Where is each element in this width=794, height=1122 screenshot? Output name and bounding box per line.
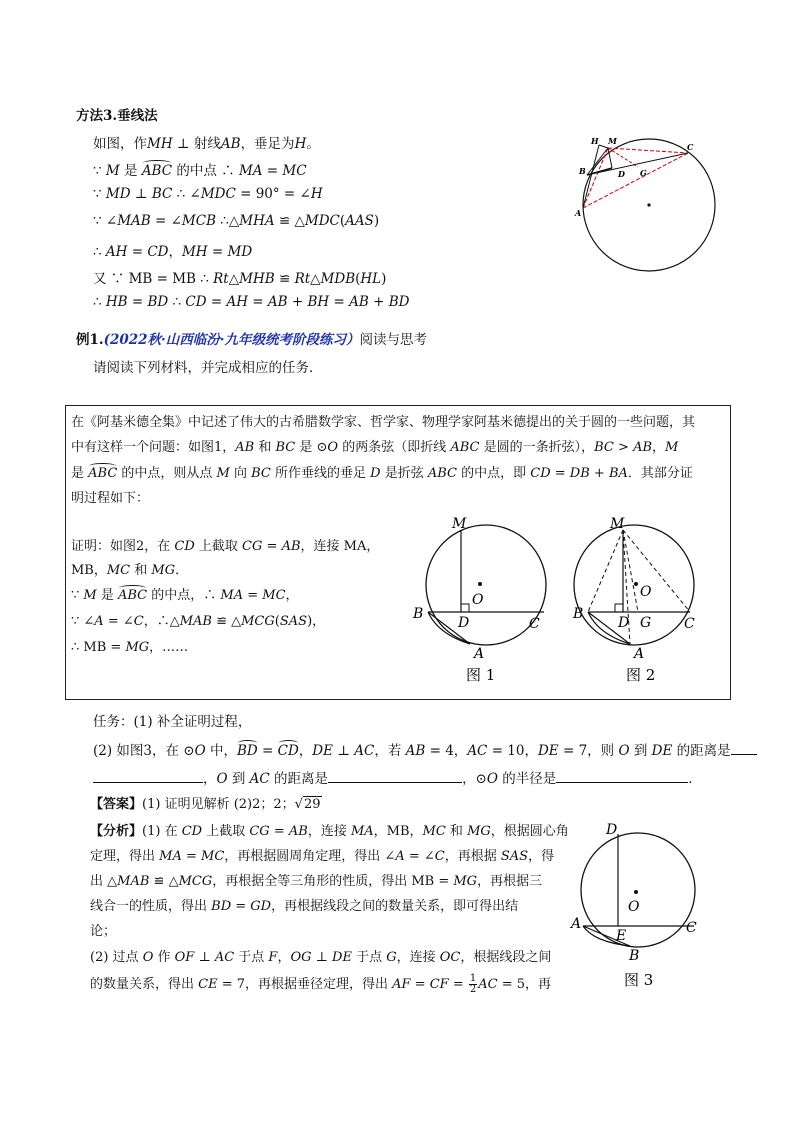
fig3-label-e: E: [616, 928, 627, 944]
fig1-label-a: A: [474, 646, 485, 662]
method-line: ∵ ∠MAB = ∠MCB ∴△MHA ≌ △MDC(AAS): [93, 213, 380, 229]
task-2-line2: ，O 到 AC 的距离是 ，⊙O 的半径是 ．: [93, 767, 702, 787]
analysis-line2: 定理，得出 MA = MC，再根据圆周角定理，得出 ∠A = ∠C，再根据 SAS，得: [90, 849, 555, 864]
label-m: M: [608, 136, 617, 146]
figure-1: [408, 512, 558, 692]
label-a: A: [575, 208, 582, 218]
method-line: ∴ AH = CD，MH = MD: [93, 244, 253, 260]
example-after-source: 阅读与思考: [359, 332, 427, 348]
task-2-line1: (2) 如图3，在 ⊙O 中，BD = CD，DE ⊥ AC，若 AB = 4，AC = 10，DE = 7，则 O 到 DE 的距离是: [93, 739, 757, 759]
proof-line3: ∵ M 是 ABC 的中点，∴ MA = MC，: [71, 588, 299, 603]
center-dot: [647, 203, 650, 206]
method-title: 方法3.垂线法: [76, 108, 158, 124]
fig2-label-a: A: [634, 646, 645, 662]
method-line: 又 ∵ MB = MB ∴ Rt△MHB ≌ Rt△MDB(HL): [93, 271, 387, 287]
fig1-label-b: B: [413, 606, 424, 622]
fig2-caption: 图 2: [626, 666, 656, 684]
analysis-line7: 的数量关系，得出 CE = 7，再根据垂径定理，得出 AF = CF = $\frac{1}{2}$ AC = 5，再: [90, 973, 552, 995]
fig2-label-b: B: [573, 606, 584, 622]
answer-label: 【答案】: [90, 797, 143, 812]
proof-line5: ∴ MB = MG，……: [71, 640, 189, 655]
method-line: 如图，作MH ⊥ 射线AB，垂足为H。: [93, 136, 320, 152]
fig3-caption: 图 3: [624, 971, 654, 989]
line-mc: [608, 148, 688, 153]
material-line2: 中有这样一个问题：如图1，AB 和 BC 是 ⊙O 的两条弦（即折线 ABC 是圆的一条折弦），BC > AB，M: [71, 440, 679, 455]
analysis-line5: 论；: [90, 924, 117, 939]
fig3-label-b: B: [629, 948, 640, 964]
analysis-line6: (2) 过点 O 作 OF ⊥ AC 于点 F，OG ⊥ DE 于点 G，连接 OC，根据线段之间: [90, 950, 552, 965]
analysis-label: 【分析】: [90, 824, 143, 839]
fig3-label-c: C: [686, 920, 697, 936]
label-d: D: [618, 169, 625, 179]
fig3-label-a: A: [571, 916, 582, 932]
line-ah: [583, 145, 599, 208]
analysis-line3: 出 △MAB ≌ △MCG，再根据全等三角形的性质，得出 MB = MG，再根据三: [90, 874, 543, 889]
method-figure: [566, 130, 736, 278]
fig2-label-d: D: [618, 615, 630, 631]
fig2-label-m: M: [610, 516, 625, 532]
answer-sqrt: 29: [303, 797, 321, 812]
method-line: ∵ MD ⊥ BC ∴ ∠MDC = 90° = ∠H: [93, 186, 323, 202]
figure-2: [568, 512, 718, 692]
analysis-line1: 【分析】(1) 在 CD 上截取 CG = AB，连接 MA，MB，MC 和 MG，根据圆心角: [90, 824, 569, 839]
answer: 【答案】(1) 证明见解析 (2)2；2；√29: [90, 797, 321, 812]
label-h: H: [591, 136, 599, 146]
example-intro: 请阅读下列材料，并完成相应的任务．: [93, 360, 323, 376]
fig2-label-o: O: [640, 584, 652, 600]
fig3-label-o: O: [628, 899, 640, 915]
line-ac: [583, 153, 688, 208]
example-source: (2022秋·山西临汾·九年级统考阶段练习）: [103, 332, 360, 348]
figure-3: [566, 814, 716, 994]
method-line: ∴ HB = BD ∴ CD = AH = AB + BH = AB + BD: [93, 294, 410, 310]
fig1-caption: 图 1: [466, 666, 496, 684]
material-line3: 是 ABC 的中点，则从点 M 向 BC 所作垂线的垂足 D 是折弦 ABC 的中点，即 CD = DB + BA．其部分证: [71, 466, 693, 481]
blank-3[interactable]: [556, 770, 688, 783]
material-line1: 在《阿基米德全集》中记述了伟大的古希腊数学家、哲学家、物理学家阿基米德提出的关于圆的一些问题，其: [71, 415, 696, 430]
label-g: G: [640, 168, 647, 178]
blank-2[interactable]: [328, 770, 462, 783]
example-label: 例1.: [76, 332, 104, 348]
fig1-label-d: D: [458, 615, 470, 631]
example-heading: [76, 328, 427, 348]
fig1-label-m: M: [452, 516, 467, 532]
proof-line4: ∵ ∠A = ∠C，∴△MAB ≌ △MCG(SAS)，: [71, 614, 326, 629]
fraction-half: $\frac{1}{2}$: [469, 973, 477, 995]
label-c: C: [687, 142, 694, 152]
material-line4: 明过程如下：: [71, 491, 150, 506]
method-line: ∵ M 是 ABC 的中点 ∴ MA = MC: [93, 163, 307, 179]
analysis-line4: 线合一的性质，得出 BD = GD，再根据线段之间的数量关系，即可得出结: [90, 899, 519, 914]
fig1-label-c: C: [529, 616, 540, 632]
task-1: 任务：(1) 补全证明过程，: [93, 714, 252, 730]
line-hm: [599, 145, 608, 148]
fig2-label-g: G: [640, 615, 652, 631]
proof-line2: MB，MC 和 MG．: [71, 563, 189, 578]
fig2-label-c: C: [684, 616, 695, 632]
fig3-label-d: D: [606, 822, 618, 838]
proof-line1: 证明：如图2，在 CD 上截取 CG = AB，连接 MA，: [71, 539, 380, 554]
fig1-label-o: O: [472, 592, 484, 608]
label-b: B: [579, 166, 586, 176]
line-mg: [608, 148, 638, 167]
blank-1b[interactable]: [93, 770, 203, 783]
blank-1a[interactable]: [731, 742, 757, 755]
